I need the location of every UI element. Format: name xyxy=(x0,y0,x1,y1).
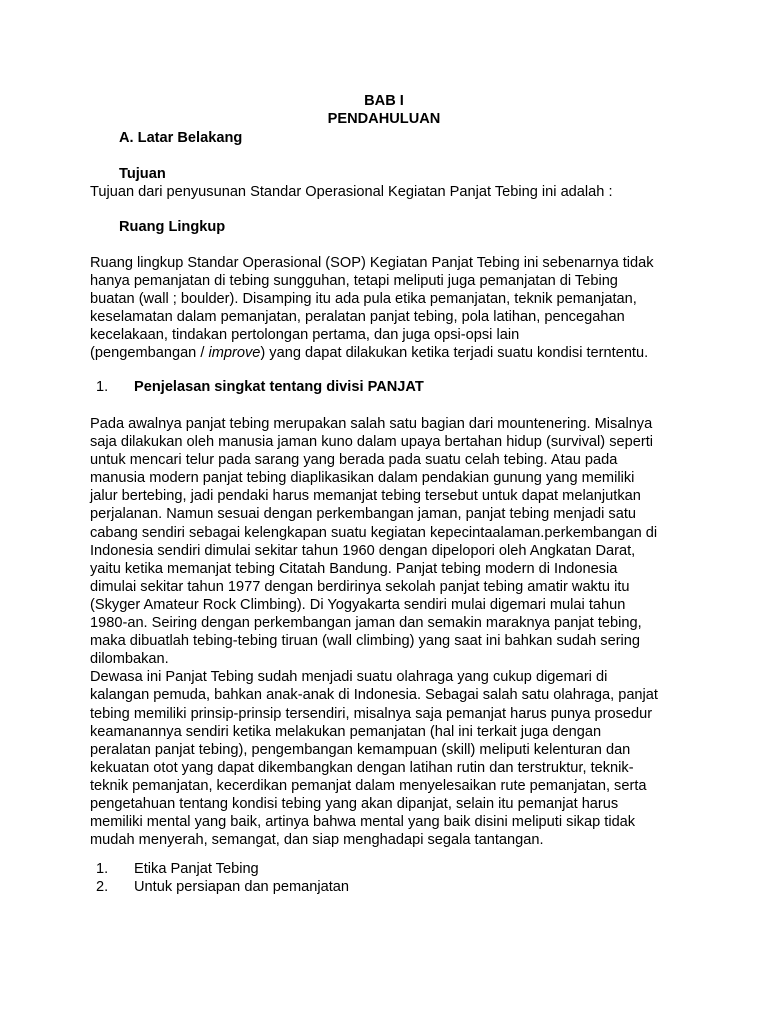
tujuan-paragraph xyxy=(90,183,690,201)
paragraph-line: saja dilakukan oleh manusia jaman kuno dalam upaya bertahan hidup (survival) seperti xyxy=(90,434,653,451)
paragraph-line: dimulai sekitar tahun 1977 dengan berdirinya sekolah panjat tebing amatir waktu itu xyxy=(90,578,630,595)
chapter-title: PENDAHULUAN xyxy=(327,111,441,127)
body-paragraph xyxy=(90,415,690,849)
paragraph-line: yaitu ketika memanjat tebing Citatah Bandung. Panjat tebing modern di Indonesia xyxy=(90,560,618,577)
list-number: 1. xyxy=(96,861,109,877)
ruang-lingkup-paragraph xyxy=(90,254,690,363)
ruang-lingkup-heading: Ruang Lingkup xyxy=(119,219,226,235)
paragraph-line: kalangan pemuda, bahkan anak-anak di Indonesia. Sebagai salah satu olahraga, panjat xyxy=(90,687,658,704)
section-a-heading: A. Latar Belakang xyxy=(119,130,243,146)
paragraph-line: keselamatan dalam pemanjatan, peralatan panjat tebing, pola latihan, pencegahan xyxy=(90,309,625,326)
paragraph-line-last xyxy=(90,344,690,362)
paragraph-line: pengetahuan tentang kondisi tebing yang akan dipanjat, selain itu pemanjat harus xyxy=(90,795,619,812)
paragraph-line: buatan (wall ; boulder). Disamping itu ada pula etika pemanjatan, teknik pemanjatan, xyxy=(90,291,637,308)
list-item xyxy=(96,878,496,896)
section-1-heading: Penjelasan singkat tentang divisi PANJAT xyxy=(134,379,424,395)
paragraph-line: peralatan panjat tebing), pengembangan kemampuan (skill) meliputi kelenturan dan xyxy=(90,741,631,758)
paragraph-line: Pada awalnya panjat tebing merupakan salah satu bagian dari mountenering. Misalnya xyxy=(90,416,653,432)
paragraph-line: (Skyger Amateur Rock Climbing). Di Yogyakarta sendiri mulai digemari mulai tahun xyxy=(90,596,626,613)
paragraph-line: kekuatan otot yang dapat dikembangkan dengan latihan rutin dan terstruktur, teknik- xyxy=(90,759,634,776)
paragraph-line: memiliki mental yang baik, artinya bahwa mental yang baik disini meliputi sikap tidak xyxy=(90,814,636,831)
paragraph-line: manusia modern panjat tebing diaplikasikan dalam pendakian gunung yang memiliki xyxy=(90,470,635,487)
paragraph-line: untuk mencari telur pada sarang yang berada pada suatu celah tebing. Atau pada xyxy=(90,452,618,469)
paragraph-line: jalur bertebing, jadi pendaki harus memanjat tebing tersebut untuk dapat melanjutkan xyxy=(90,488,641,505)
paragraph-line: cabang sendiri sebagai kelengkapan suatu kegiatan kepecintaalaman.perkembangan di xyxy=(90,524,658,541)
italic-term: improve xyxy=(208,345,261,362)
paragraph-line: Indonesia sendiri dimulai sekitar tahun 1960 dengan dipelopori oleh Angkatan Darat, xyxy=(90,542,636,559)
list-item xyxy=(96,860,496,878)
paragraph-line: hanya pemanjatan di tebing sungguhan, tetapi meliputi juga pemanjatan di Tebing xyxy=(90,273,618,290)
paragraph-line: perjalanan. Namun sesuai dengan perkembangan jaman, panjat tebing menjadi satu xyxy=(90,506,637,523)
list-text: Etika Panjat Tebing xyxy=(134,861,259,877)
section-number: 1. xyxy=(96,379,109,395)
section-1-heading-row xyxy=(96,378,496,396)
paragraph-line: tebing memiliki prinsip-prinsip tersendiri, misalnya saja pemanjat harus punya prosedur xyxy=(90,705,653,722)
list-text: Untuk persiapan dan pemanjatan xyxy=(134,879,350,895)
chapter-number: BAB I xyxy=(364,93,404,109)
paragraph-line: mudah menyerah, semangat, dan siap menghadapi segala tantangan. xyxy=(90,832,544,849)
list-number: 2. xyxy=(96,879,109,895)
text-segment: (pengembangan / xyxy=(90,345,209,362)
paragraph-line: teknik pemanjatan, kecerdikan pemanjat dalam menyelesaikan rute pemanjatan, serta xyxy=(90,777,647,794)
tujuan-heading: Tujuan xyxy=(119,166,166,182)
tujuan-text: Tujuan dari penyusunan Standar Operasional Kegiatan Panjat Tebing ini adalah : xyxy=(90,184,613,200)
paragraph-line: Ruang lingkup Standar Operasional (SOP) Kegiatan Panjat Tebing ini sebenarnya tidak xyxy=(90,255,654,271)
paragraph-line: kecelakaan, tindakan pertolongan pertama, dan juga opsi-opsi lain xyxy=(90,327,520,344)
paragraph-line: Dewasa ini Panjat Tebing sudah menjadi suatu olahraga yang cukup digemari di xyxy=(90,669,608,686)
paragraph-line: dilombakan. xyxy=(90,651,169,668)
paragraph-line: 1980-an. Seiring dengan perkembangan jaman dan semakin maraknya panjat tebing, xyxy=(90,615,642,632)
paragraph-line: keamanannya sendiri ketika melakukan pemanjatan (hal ini terkait juga dengan xyxy=(90,723,602,740)
paragraph-line: maka dibuatlah tebing-tebing tiruan (wall climbing) yang saat ini bahkan sudah sering xyxy=(90,633,641,650)
text-segment: ) yang dapat dilakukan ketika terjadi suatu kondisi terntentu. xyxy=(260,345,649,362)
